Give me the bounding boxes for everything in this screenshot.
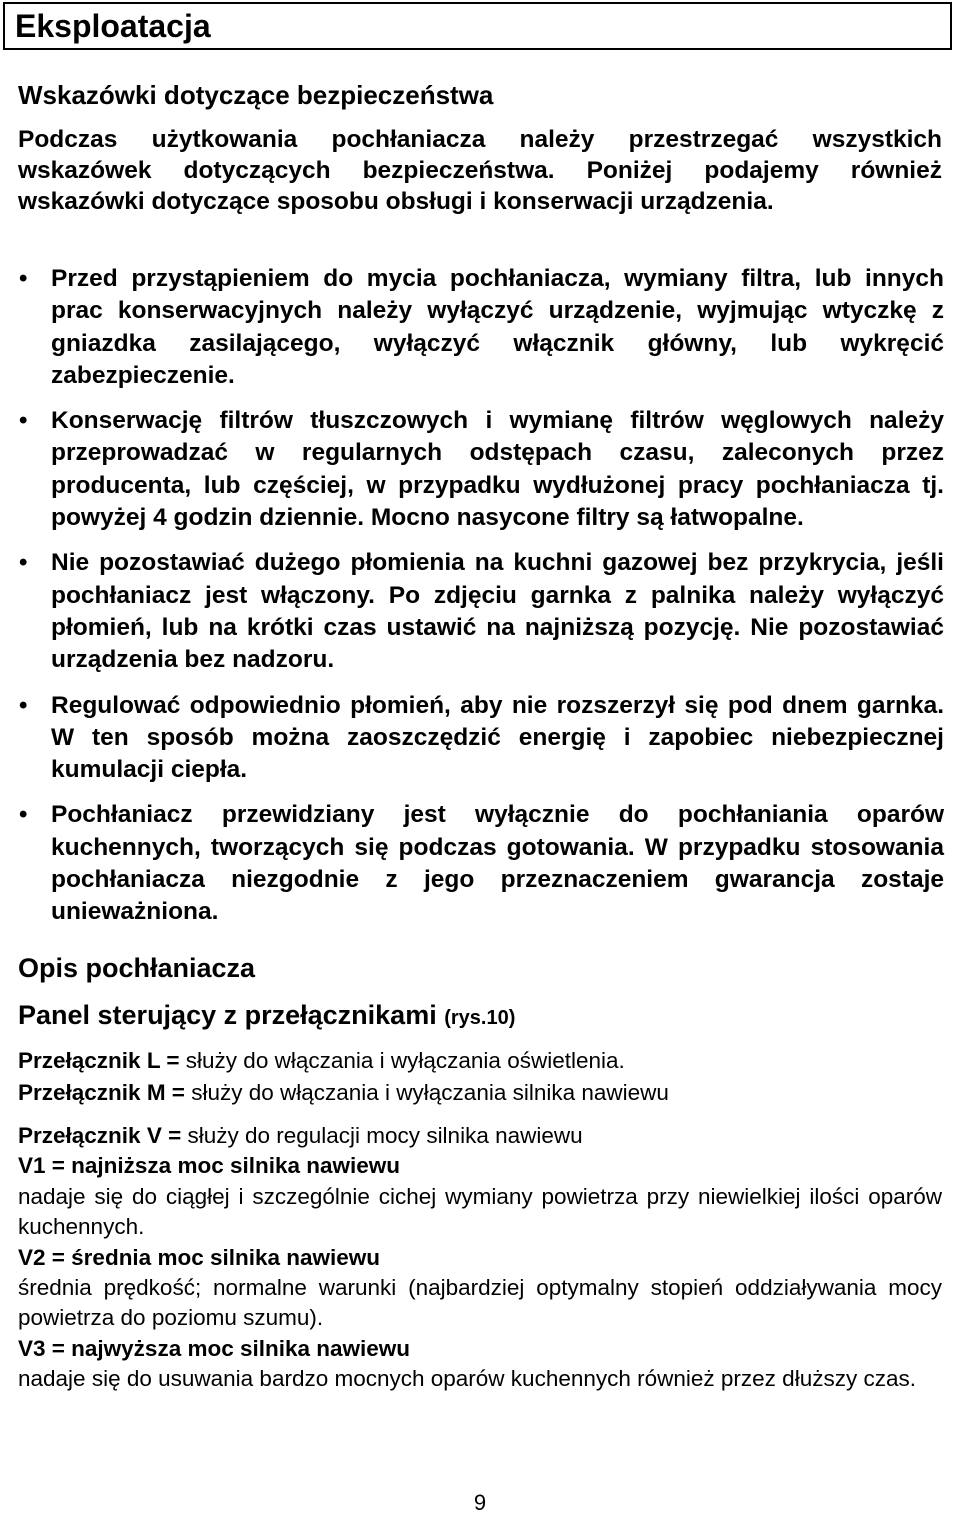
panel-title xyxy=(18,1000,515,1033)
level-v2-label: V2 = średnia moc silnika nawiewu xyxy=(18,1244,381,1270)
bullet-dot-icon: • xyxy=(19,407,28,435)
bullet-item xyxy=(14,405,944,534)
switch-v-label: Przełącznik V = xyxy=(18,1123,182,1148)
title-box xyxy=(3,2,952,50)
bullet-text: Przed przystąpieniem do mycia pochłaniacza, wymiany filtra, lub innych prac konserwacyjnych należy wyłączyć urządzenie, wyjmując wtyczkę z gniazdka zasilającego, wyłączyć włącznik główny, lub wykręcić zabezpieczenie. xyxy=(51,265,944,389)
level-v1-label: V1 = najniższa moc silnika nawiewu xyxy=(18,1153,401,1179)
panel-title-text: Panel sterujący z przełącznikami xyxy=(18,1000,437,1030)
level-v3-text: nadaje się do usuwania bardzo mocnych oparów kuchennych również przez dłuższy czas. xyxy=(18,1366,916,1392)
switch-l-line xyxy=(18,1045,942,1076)
description-title: Opis pochłaniacza xyxy=(18,953,256,983)
bullet-item xyxy=(14,690,944,787)
level-v2-text: średnia prędkość; normalne warunki (najbardziej optymalny stopień oddziaływania mocy powietrza do poziomu szumu). xyxy=(18,1275,942,1331)
bullet-item xyxy=(14,263,944,392)
page-title: Eksploatacja xyxy=(15,8,211,44)
intro-paragraph: Podczas użytkowania pochłaniacza należy przestrzegać wszystkich wskazówek dotyczących bezpieczeństwa. Poniżej podajemy również wskazówki dotyczące sposobu obsługi i konserwacji urządzenia. xyxy=(18,126,942,215)
level-v3-label: V3 = najwyższa moc silnika nawiewu xyxy=(18,1335,411,1361)
page-number: 9 xyxy=(473,1490,487,1515)
switch-m-text: służy do włączania i wyłączania silnika nawiewu xyxy=(184,1080,669,1105)
switch-m-label: Przełącznik M = xyxy=(18,1080,185,1105)
safety-heading: Wskazówki dotyczące bezpieczeństwa xyxy=(18,80,494,110)
switch-m-line xyxy=(18,1077,942,1108)
speed-levels-block xyxy=(18,1121,942,1395)
bullet-text: Konserwację filtrów tłuszczowych i wymianę filtrów węglowych należy przeprowadzać w regularnych odstępach czasu, zaleconych przez producenta, lub częściej, w przypadku wydłużonej pracy pochłaniacza tj. powyżej 4 godzin dziennie. Mocno nasycone filtry są łatwopalne. xyxy=(51,407,944,532)
bullet-dot-icon: • xyxy=(19,549,28,577)
figure-reference: (rys.10) xyxy=(444,1007,516,1029)
bullet-text: Pochłaniacz przewidziany jest wyłącznie do pochłaniania oparów kuchennych, tworzących się podczas gotowania. W przypadku stosowania pochłaniacza niezgodnie z jego przeznaczeniem gwarancja zostaje unieważniona. xyxy=(51,801,944,926)
switch-l-text: służy do włączania i wyłączania oświetlenia. xyxy=(179,1048,625,1073)
safety-bullet-list xyxy=(14,263,944,942)
switch-v-text: służy do regulacji mocy silnika nawiewu xyxy=(181,1123,583,1148)
bullet-item xyxy=(14,547,944,676)
level-v1-text: nadaje się do ciągłej i szczególnie cichej wymiany powietrza przy niewielkiej ilości oparów kuchennych. xyxy=(18,1183,942,1240)
switch-v-line xyxy=(18,1121,942,1151)
bullet-dot-icon: • xyxy=(19,691,28,719)
bullet-text: Regulować odpowiednio płomień, aby nie rozszerzył się pod dnem garnka. W ten sposób można zaoszczędzić energię i zapobiec niebezpiecznej kumulacji ciepła. xyxy=(51,691,944,784)
bullet-dot-icon: • xyxy=(19,265,28,292)
bullet-item xyxy=(14,799,944,928)
bullet-dot-icon: • xyxy=(19,801,28,829)
bullet-text: Nie pozostawiać dużego płomienia na kuchni gazowej bez przykrycia, jeśli pochłaniacz jest włączony. Po zdjęciu garnka z palnika należy wyłączyć płomień, lub na krótki czas ustawić na najniższą pozycję. Nie pozostawiać urządzenia bez nadzoru. xyxy=(51,549,944,674)
switch-l-label: Przełącznik L = xyxy=(18,1048,180,1073)
